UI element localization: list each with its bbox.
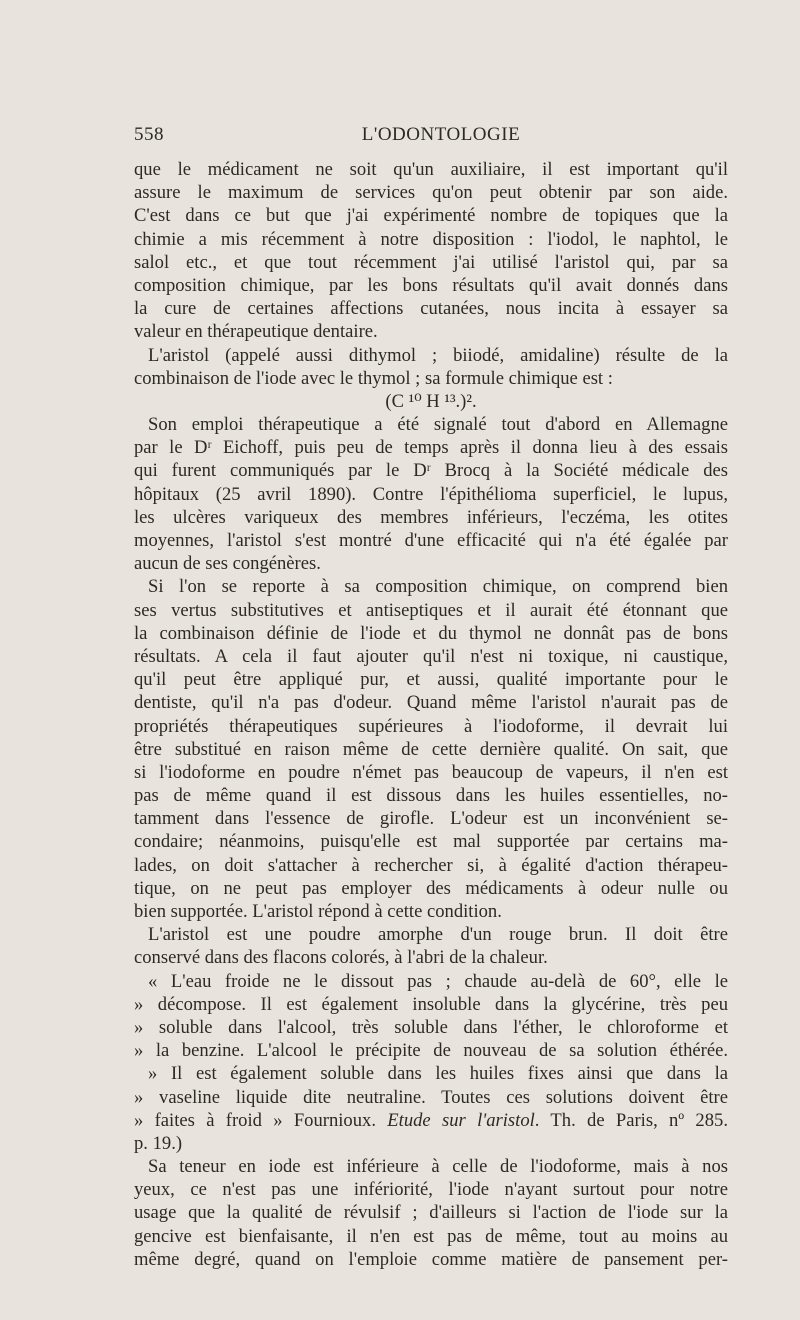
text-line: salol etc., et que tout récemment j'ai utilisé l'aristol qui, par sa — [134, 251, 728, 273]
text-line: si l'iodoforme en poudre n'émet pas beaucoup de vapeurs, il n'en est — [134, 761, 728, 783]
text-line: » décompose. Il est également insoluble dans la glycérine, très peu — [134, 993, 728, 1015]
text-line: hôpitaux (25 avril 1890). Contre l'épithélioma superficiel, le lupus, — [134, 483, 728, 505]
running-head — [134, 124, 728, 154]
text-line: moyennes, l'aristol s'est montré d'une efficacité qui n'a été égalée par — [134, 530, 728, 551]
text-line: Si l'on se reporte à sa composition chimique, on comprend bien — [148, 576, 728, 598]
journal-title: L'ODONTOLOGIE — [361, 124, 521, 145]
text-line: que le médicament ne soit qu'un auxiliaire, il est important qu'il — [134, 159, 728, 180]
text-line: » la benzine. L'alcool le précipite de nouveau de sa solution éthérée. — [134, 1040, 728, 1062]
body-text — [134, 158, 728, 1271]
text-line: composition chimique, par les bons résultats qu'il avait donnés dans — [134, 274, 728, 296]
text-line: » faites à froid » Fournioux. Etude sur l'aristol. Th. de Paris, nº 285. — [134, 1109, 728, 1131]
text-line: » vaseline liquide dite neutraline. Toutes ces solutions doivent être — [134, 1086, 728, 1108]
text-line: dentiste, qu'il n'a pas d'odeur. Quand même l'aristol n'aurait pas de — [134, 692, 728, 714]
text-line: pas de même quand il est dissous dans les huiles essentielles, no- — [134, 785, 728, 807]
text-line: p. 19.) — [134, 1132, 183, 1154]
text-line: condaire; néanmoins, puisqu'elle est mal supportée par certains ma- — [134, 831, 728, 853]
text-line: Son emploi thérapeutique a été signalé tout d'abord en Allemagne — [148, 414, 728, 436]
text-line: ses vertus substitutives et antiseptiques et il aurait été étonnant que — [134, 599, 728, 621]
text-line: résultats. A cela il faut ajouter qu'il n'est ni toxique, ni caustique, — [134, 645, 728, 667]
citation-title: Etude sur l'aristol — [387, 1109, 535, 1131]
text-line: L'aristol est une poudre amorphe d'un rouge brun. Il doit être — [148, 924, 728, 946]
text-line: la combinaison définie de l'iode et du thymol ne donnât pas de bons — [134, 622, 728, 644]
text-line: (C ¹⁰ H ¹³.)². — [385, 390, 477, 412]
text-line: aucun de ses congénères. — [134, 553, 321, 575]
text-line: assure le maximum de services qu'on peut obtenir par son aide. — [134, 182, 728, 204]
text-line: tamment dans l'essence de girofle. L'odeur est un inconvénient se- — [134, 808, 728, 830]
text-line: être substitué en raison même de cette dernière qualité. On sait, que — [134, 738, 728, 760]
text-line: L'aristol (appelé aussi dithymol ; biiodé, amidaline) résulte de la — [148, 344, 728, 366]
text-line: tique, on ne peut pas employer des médicaments à odeur nulle ou — [134, 877, 728, 899]
text-line: par le Dʳ Eichoff, puis peu de temps après il donna lieu à des essais — [134, 437, 728, 459]
text-line: gencive est bienfaisante, il n'en est pas de même, tout au moins au — [134, 1225, 728, 1247]
text-line: yeux, ce n'est pas une infériorité, l'iode n'ayant surtout pour notre — [134, 1179, 728, 1201]
text-line: C'est dans ce but que j'ai expérimenté nombre de topiques que la — [134, 205, 728, 227]
text-line: » soluble dans l'alcool, très soluble dans l'éther, le chloroforme et — [134, 1016, 728, 1038]
text-line: Sa teneur en iode est inférieure à celle de l'iodoforme, mais à nos — [148, 1156, 728, 1178]
text-line: bien supportée. L'aristol répond à cette condition. — [134, 901, 502, 922]
text-line: qui furent communiqués par le Dʳ Brocq à la Société médicale des — [134, 460, 728, 482]
text-line: propriétés thérapeutiques supérieures à l'iodoforme, il devrait lui — [134, 715, 728, 737]
text-line: valeur en thérapeutique dentaire. — [134, 321, 378, 343]
text-line: » Il est également soluble dans les huiles fixes ainsi que dans la — [148, 1063, 728, 1085]
text-line: conservé dans des flacons colorés, à l'abri de la chaleur. — [134, 947, 548, 969]
text-line: qu'il peut être appliqué pur, et aussi, qualité importante pour le — [134, 669, 728, 691]
text-line: même degré, quand on l'emploie comme matière de pansement per- — [134, 1248, 728, 1270]
text-line: combinaison de l'iode avec le thymol ; sa formule chimique est : — [134, 367, 613, 389]
text-line: chimie a mis récemment à notre disposition : l'iodol, le naphtol, le — [134, 228, 728, 250]
text-line: lades, on doit s'attacher à rechercher si, à égalité d'action thérapeu- — [134, 854, 728, 876]
page-number: 558 — [134, 124, 164, 145]
text-line: « L'eau froide ne le dissout pas ; chaude au-delà de 60°, elle le — [148, 970, 728, 992]
text-line: les ulcères variqueux des membres inférieurs, l'eczéma, les otites — [134, 506, 728, 528]
text-line: la cure de certaines affections cutanées, nous incita à essayer sa — [134, 298, 728, 320]
text-line: usage que la qualité de révulsif ; d'ailleurs si l'action de l'iode sur la — [134, 1202, 728, 1224]
